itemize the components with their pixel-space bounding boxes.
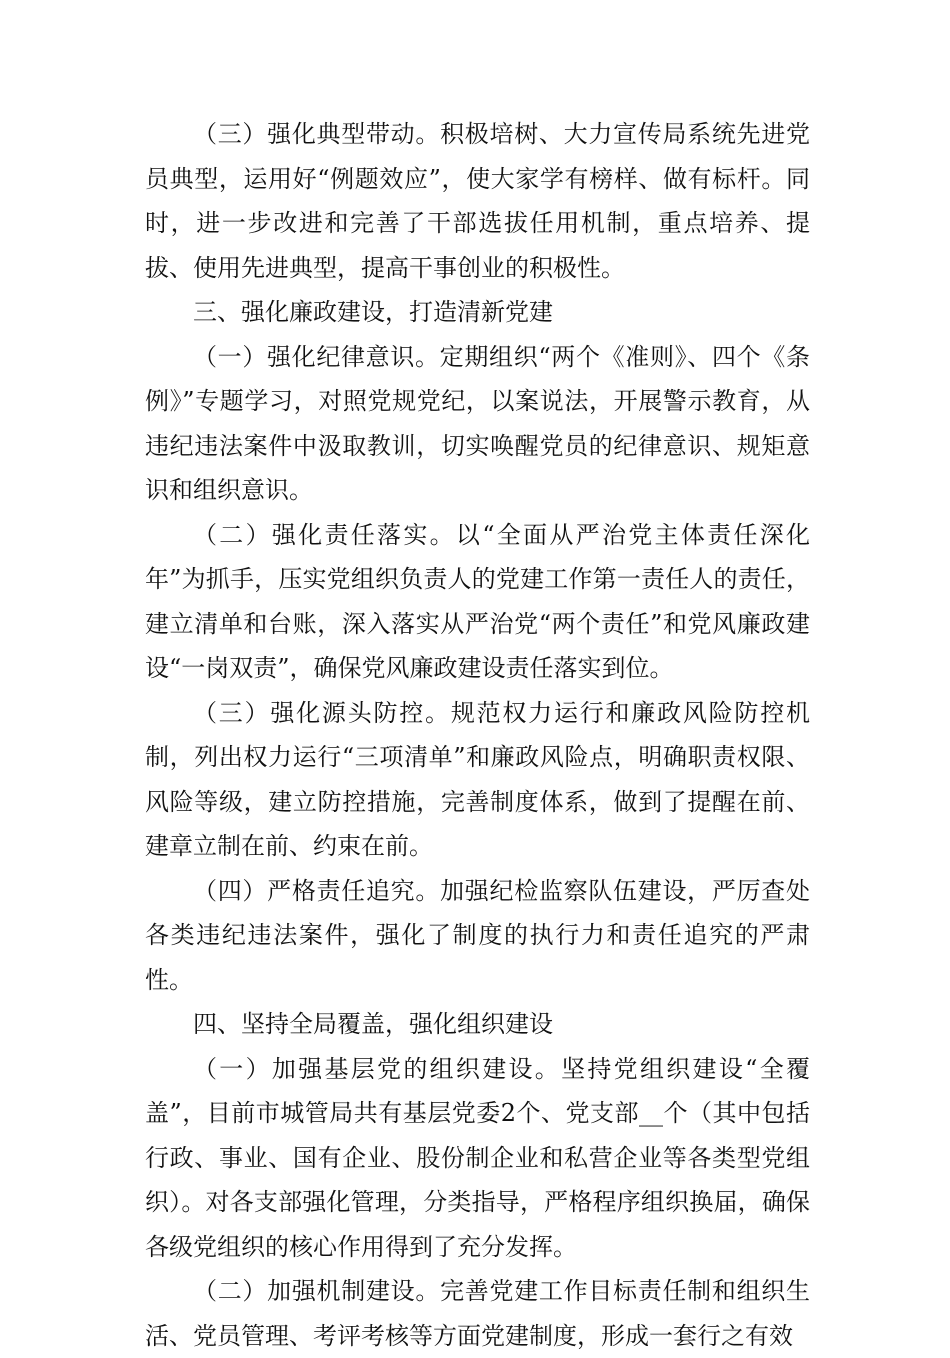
document-page: [145, 112, 810, 1358]
paragraph-accountability: （四）严格责任追究。加强纪检监察队伍建设，严厉查处各类违纪违法案件，强化了制度的执行力和责任追究的严肃性。: [145, 876, 810, 994]
section-heading-organization: 四、坚持全局覆盖，强化组织建设: [193, 1010, 553, 1038]
paragraph-responsibility: （二）强化责任落实。以“全面从严治党主体责任深化年”为抓手，压实党组织负责人的党建工作第一责任人的责任，建立清单和台账，深入落实从严治党“两个责任”和党风廉政建设“一岗双责”，确保党风廉政建设责任落实到位。: [145, 520, 810, 682]
paragraph-mechanism-building: （二）加强机制建设。完善党建工作目标责任制和组织生活、党员管理、考评考核等方面党建制度，形成一套行之有效: [145, 1277, 810, 1350]
paragraph-discipline-awareness: （一）强化纪律意识。定期组织“两个《准则》、四个《条例》”专题学习，对照党规党纪，以案说法，开展警示教育，从违纪违法案件中汲取教训，切实唤醒党员的纪律意识、规矩意识和组织意识。: [145, 342, 810, 504]
section-heading-integrity: 三、强化廉政建设，打造清新党建: [193, 298, 553, 326]
paragraph-source-prevention: （三）强化源头防控。规范权力运行和廉政风险防控机制，列出权力运行“三项清单”和廉政风险点，明确职责权限、风险等级，建立防控措施，完善制度体系，做到了提醒在前、建章立制在前、约束在前。: [145, 698, 810, 860]
paragraph-grassroots-organization: （一）加强基层党的组织建设。坚持党组织建设“全覆盖”，目前市城管局共有基层党委2个、党支部__个（其中包括行政、事业、国有企业、股份制企业和私营企业等各类型党组织）。对各支部强化管理，分类指导，严格程序组织换届，确保各级党组织的核心作用得到了充分发挥。: [145, 1054, 810, 1261]
paragraph-typical-models: （三）强化典型带动。积极培树、大力宣传局系统先进党员典型，运用好“例题效应”，使大家学有榜样、做有标杆。同时，进一步改进和完善了干部选拔任用机制，重点培养、提拔、使用先进典型，提高干事创业的积极性。: [145, 120, 810, 282]
